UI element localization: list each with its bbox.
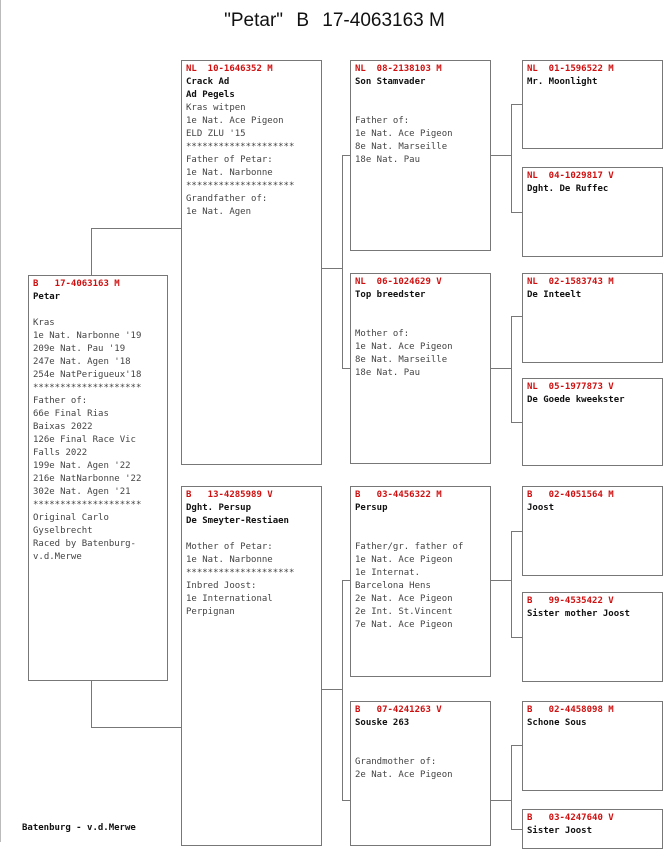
title-country: B	[296, 10, 310, 31]
achievement-line: 1e Nat. Narbonne	[186, 555, 273, 565]
achievement-line: Raced by Batenburg-	[33, 539, 136, 549]
connector	[491, 155, 511, 156]
ring-number: B 03-4456322 M	[355, 490, 442, 500]
title-sex: M	[429, 10, 445, 31]
connector	[511, 316, 522, 317]
pigeon-name: Souske 263	[355, 718, 410, 728]
connector	[511, 531, 522, 532]
connector	[342, 368, 350, 369]
pigeon-name: De Inteelt	[527, 290, 582, 300]
pedigree-card-sdd[interactable]	[522, 378, 663, 466]
connector	[491, 800, 511, 801]
connector	[511, 212, 522, 213]
achievement-line: Father/gr. father of	[355, 542, 464, 552]
pedigree-card-dsd[interactable]	[522, 592, 663, 682]
achievement-line: 8e Nat. Marseille	[355, 142, 448, 152]
achievement-line: Falls 2022	[33, 448, 88, 458]
achievement-line: 1e Nat. Ace Pigeon	[355, 129, 453, 139]
achievement-line	[355, 730, 486, 743]
title-name: "Petar"	[224, 10, 284, 31]
pedigree-card-dss[interactable]	[522, 486, 663, 576]
pedigree-card-dds[interactable]	[522, 701, 663, 791]
pedigree-card-sire-sire[interactable]	[350, 60, 491, 251]
achievement-line: 66e Final Rias	[33, 409, 109, 419]
ring-number: B 02-4458098 M	[527, 705, 614, 715]
achievement-line: 1e Nat. Ace Pigeon	[186, 116, 284, 126]
achievement-line: 199e Nat. Agen '22	[33, 461, 131, 471]
achievement-line	[355, 743, 486, 756]
achievement-line: 2e Nat. Ace Pigeon	[355, 770, 453, 780]
achievement-line: Grandmother of:	[355, 757, 437, 767]
connector	[511, 531, 512, 637]
connector	[511, 745, 512, 829]
connector	[511, 422, 522, 423]
achievement-line: 1e Nat. Narbonne	[186, 168, 273, 178]
achievement-line	[355, 302, 486, 315]
connector	[511, 316, 512, 422]
ring-number: B 03-4247640 V	[527, 813, 614, 823]
connector	[322, 268, 342, 269]
connector	[91, 727, 181, 728]
pigeon-name: Crack Ad	[186, 77, 230, 87]
ring-number: NL 02-1583743 M	[527, 277, 614, 287]
pigeon-name: Son Stamvader	[355, 77, 426, 87]
achievement-line: Kras witpen	[186, 103, 246, 113]
connector	[511, 104, 522, 105]
breeder-name: Batenburg - v.d.Merwe	[22, 823, 136, 833]
achievement-line: v.d.Merwe	[33, 552, 82, 562]
achievement-line: Grandfather of:	[186, 194, 268, 204]
connector	[91, 228, 181, 229]
connector	[342, 155, 343, 369]
pedigree-card-subject[interactable]	[28, 275, 168, 681]
pedigree-card-sss[interactable]	[522, 60, 663, 149]
achievement-line: 302e Nat. Agen '21	[33, 487, 131, 497]
achievement-line: 18e Nat. Pau	[355, 155, 421, 165]
pigeon-name: De Smeyter-Restiaen	[186, 516, 289, 526]
achievement-line: 2e Int. St.Vincent	[355, 607, 453, 617]
pigeon-name: Sister Joost	[527, 826, 593, 836]
achievement-line	[186, 528, 317, 541]
connector	[342, 580, 343, 800]
pigeon-name: Sister mother Joost	[527, 609, 630, 619]
achievement-line: Father of:	[33, 396, 88, 406]
achievement-line: 1e Nat. Ace Pigeon	[355, 342, 453, 352]
connector	[91, 681, 92, 727]
ring-number: NL 04-1029817 V	[527, 171, 614, 181]
connector	[342, 580, 350, 581]
pedigree-card-sire-dam[interactable]	[350, 273, 491, 464]
achievement-line: Perpignan	[186, 607, 235, 617]
ring-number: NL 05-1977873 V	[527, 382, 614, 392]
connector	[511, 637, 522, 638]
achievement-line: Inbred Joost:	[186, 581, 257, 591]
achievement-line: 1e Nat. Agen	[186, 207, 252, 217]
achievement-line: Kras	[33, 318, 55, 328]
page-title	[0, 10, 669, 32]
pigeon-name: Mr. Moonlight	[527, 77, 598, 87]
achievement-line: 1e Nat. Narbonne '19	[33, 331, 142, 341]
achievement-line: 2e Nat. Ace Pigeon	[355, 594, 453, 604]
achievement-line: 216e NatNarbonne '22	[33, 474, 142, 484]
ring-number: NL 01-1596522 M	[527, 64, 614, 74]
pedigree-card-dam-sire[interactable]	[350, 486, 491, 677]
ring-number: NL 06-1024629 V	[355, 277, 442, 287]
pedigree-card-sds[interactable]	[522, 273, 663, 363]
pedigree-card-dam[interactable]	[181, 486, 322, 846]
achievement-line: 18e Nat. Pau	[355, 368, 421, 378]
achievement-line: ********************	[186, 181, 295, 191]
achievement-line	[355, 315, 486, 328]
achievement-line: 1e Nat. Ace Pigeon	[355, 555, 453, 565]
achievement-line: Barcelona Hens	[355, 581, 431, 591]
achievement-line: Original Carlo	[33, 513, 109, 523]
page-left-border	[0, 0, 1, 842]
pigeon-name: Dght. De Ruffec	[527, 184, 609, 194]
title-ring: 17-4063163	[322, 10, 424, 31]
connector	[491, 580, 511, 581]
pigeon-name: Dght. Persup	[186, 503, 252, 513]
achievement-line: Gyselbrecht	[33, 526, 93, 536]
achievement-line: 8e Nat. Marseille	[355, 355, 448, 365]
achievement-line: 209e Nat. Pau '19	[33, 344, 126, 354]
pedigree-card-ssd[interactable]	[522, 167, 663, 257]
achievement-line: ********************	[33, 383, 142, 393]
achievement-line: 247e Nat. Agen '18	[33, 357, 131, 367]
pigeon-name: Joost	[527, 503, 555, 513]
achievement-line	[355, 89, 486, 102]
pigeon-name: Schone Sous	[527, 718, 587, 728]
achievement-line: ********************	[33, 500, 142, 510]
achievement-line	[355, 528, 486, 541]
connector	[342, 800, 350, 801]
pedigree-card-ddd[interactable]	[522, 809, 663, 849]
connector	[91, 228, 92, 275]
achievement-line: 126e Final Race Vic	[33, 435, 136, 445]
achievement-line: Mother of:	[355, 329, 410, 339]
pedigree-card-dam-dam[interactable]	[350, 701, 491, 846]
pigeon-name: De Goede kweekster	[527, 395, 625, 405]
achievement-line: ********************	[186, 142, 295, 152]
connector	[511, 829, 522, 830]
achievement-line	[355, 515, 486, 528]
connector	[491, 368, 511, 369]
ring-number: NL 08-2138103 M	[355, 64, 442, 74]
ring-number: B 13-4285989 V	[186, 490, 273, 500]
achievement-line	[355, 102, 486, 115]
connector	[511, 104, 512, 212]
pigeon-name: Ad Pegels	[186, 90, 235, 100]
connector	[511, 745, 522, 746]
achievement-line: 1e International	[186, 594, 273, 604]
achievement-line: Baixas 2022	[33, 422, 93, 432]
ring-number: B 17-4063163 M	[33, 279, 120, 289]
pigeon-name: Top breedster	[355, 290, 426, 300]
pedigree-card-sire[interactable]	[181, 60, 322, 465]
achievement-line: Father of Petar:	[186, 155, 273, 165]
pigeon-name: Petar	[33, 292, 61, 302]
connector	[342, 155, 350, 156]
achievement-line: 1e Internat.	[355, 568, 421, 578]
achievement-line: Father of:	[355, 116, 410, 126]
achievement-line: ELD ZLU '15	[186, 129, 246, 139]
ring-number: B 02-4051564 M	[527, 490, 614, 500]
achievement-line	[33, 304, 163, 317]
achievement-line: 7e Nat. Ace Pigeon	[355, 620, 453, 630]
achievement-line: Mother of Petar:	[186, 542, 273, 552]
connector	[322, 689, 342, 690]
achievement-line: ********************	[186, 568, 295, 578]
ring-number: B 99-4535422 V	[527, 596, 614, 606]
ring-number: NL 10-1646352 M	[186, 64, 273, 74]
achievement-line: 254e NatPerigueux'18	[33, 370, 142, 380]
ring-number: B 07-4241263 V	[355, 705, 442, 715]
pigeon-name: Persup	[355, 503, 388, 513]
